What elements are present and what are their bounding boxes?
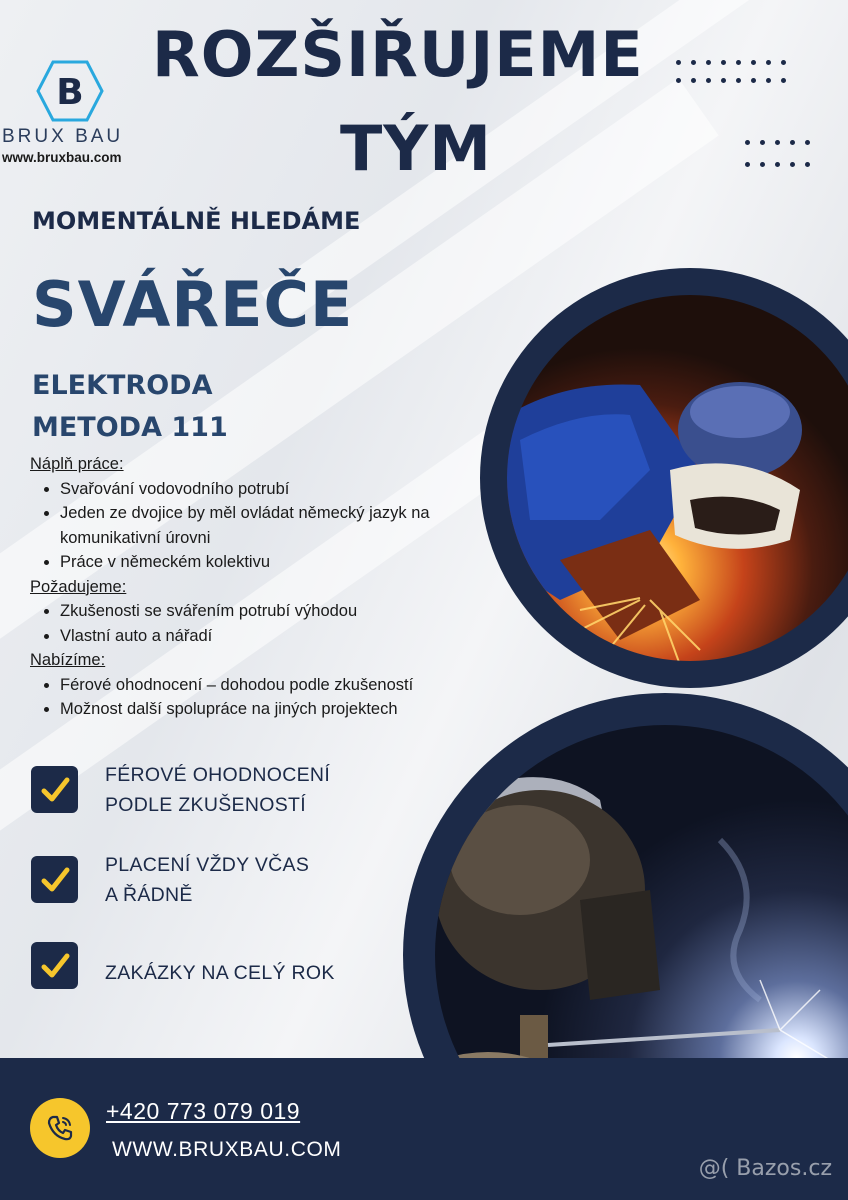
page-title-line2: TÝM — [340, 112, 492, 185]
section-list — [30, 477, 480, 575]
phone-icon[interactable] — [30, 1098, 90, 1158]
section-title: Nabízíme: — [30, 651, 106, 669]
phone-number-link[interactable]: +420 773 079 019 — [106, 1098, 301, 1124]
method-line2: METODA 111 — [32, 412, 228, 443]
feature-item — [31, 764, 331, 816]
list-item: • Možnost další spolupráce na jiných projektech — [60, 697, 480, 722]
svg-text:B: B — [56, 72, 84, 113]
checkmark-icon — [31, 766, 78, 813]
decor-dots — [676, 78, 786, 83]
b-hexagon-logo-icon — [36, 60, 104, 122]
contact-footer — [0, 1058, 848, 1200]
page-title-line1: ROZŠIŘUJEME — [152, 18, 644, 91]
feature-item — [31, 854, 310, 906]
checkmark-icon — [31, 856, 78, 903]
logo-website[interactable]: www.bruxbau.com — [2, 150, 122, 165]
feature-text: PLACENÍ VŽDY VČAS A ŘÁDNĚ — [105, 854, 310, 906]
list-item: • Vlastní auto a nářadí — [60, 624, 480, 649]
logo-name: BRUX BAU — [2, 126, 124, 147]
website-link[interactable]: WWW.BRUXBAU.COM — [112, 1138, 342, 1161]
section-title: Náplň práce: — [30, 455, 124, 473]
list-item: • Férové ohodnocení – dohodou podle zkušeností — [60, 673, 480, 698]
feature-text: ZAKÁZKY NA CELÝ ROK — [105, 962, 335, 984]
section-title: Požadujeme: — [30, 577, 127, 596]
feature-text: FÉROVÉ OHODNOCENÍ PODLE ZKUŠENOSTÍ — [105, 764, 331, 816]
checkmark-icon — [31, 942, 78, 989]
job-details — [30, 452, 480, 722]
watermark: @( Bazos.cz — [698, 1156, 832, 1181]
decor-dots — [676, 60, 786, 65]
list-item: • Zkušenosti se svářením potrubí výhodou — [60, 599, 480, 624]
subtitle: MOMENTÁLNĚ HLEDÁME — [32, 207, 361, 235]
list-item: • Práce v německém kolektivu — [60, 550, 480, 575]
list-item: • Svařování vodovodního potrubí — [60, 477, 480, 502]
decor-dots — [745, 162, 810, 167]
feature-item — [31, 942, 335, 989]
method-line1: ELEKTRODA — [32, 370, 213, 401]
decor-dots — [745, 140, 810, 145]
section-list — [30, 599, 480, 648]
section-list — [30, 673, 480, 722]
list-item: • Jeden ze dvojice by měl ovládat německý jazyk na komunikativní úrovni — [60, 501, 480, 550]
job-headline: SVÁŘEČE — [32, 268, 354, 341]
